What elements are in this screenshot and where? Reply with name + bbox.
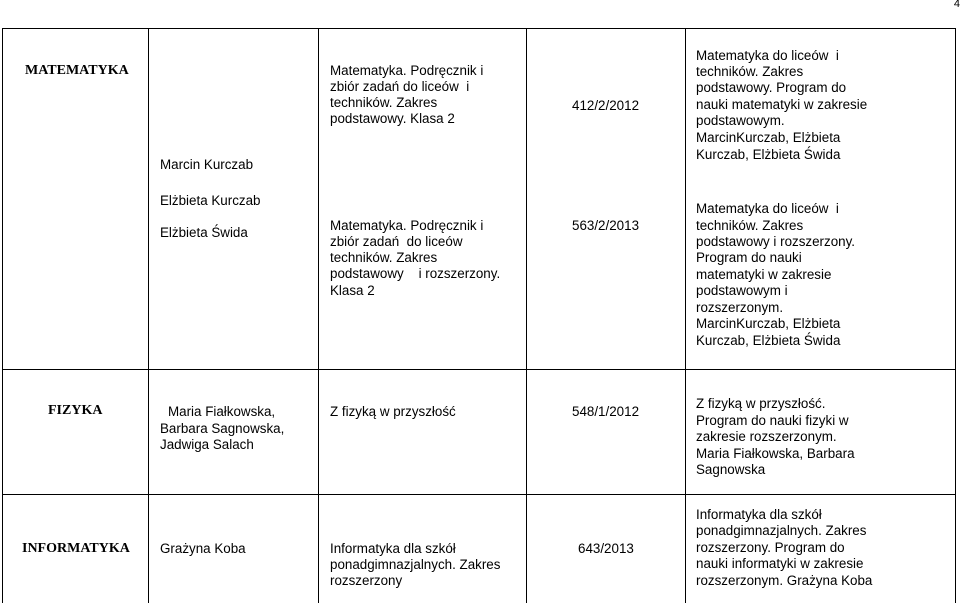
page-number: 4 (953, 0, 960, 10)
approval-number: 563/2/2013 (572, 218, 640, 233)
col-border (318, 28, 319, 603)
row-border (2, 494, 956, 495)
author-cell: Marcin Kurczab (160, 157, 254, 172)
subject-cell: FIZYKA (48, 403, 103, 418)
row-border (2, 369, 956, 370)
col-border (685, 28, 686, 603)
subject-cell: MATEMATYKA (25, 63, 129, 78)
approval-number: 548/1/2012 (572, 404, 640, 419)
col-border (526, 28, 527, 603)
approval-number: 643/2013 (578, 541, 634, 556)
author-cell: Grażyna Koba (160, 541, 246, 556)
subject-cell: INFORMATYKA (22, 541, 130, 556)
col-border (148, 28, 149, 603)
approval-number: 412/2/2012 (572, 98, 640, 113)
col-border (955, 28, 956, 603)
row-border (2, 28, 956, 29)
col-border (2, 28, 3, 603)
title-cell: Z fizyką w przyszłość (330, 404, 456, 419)
